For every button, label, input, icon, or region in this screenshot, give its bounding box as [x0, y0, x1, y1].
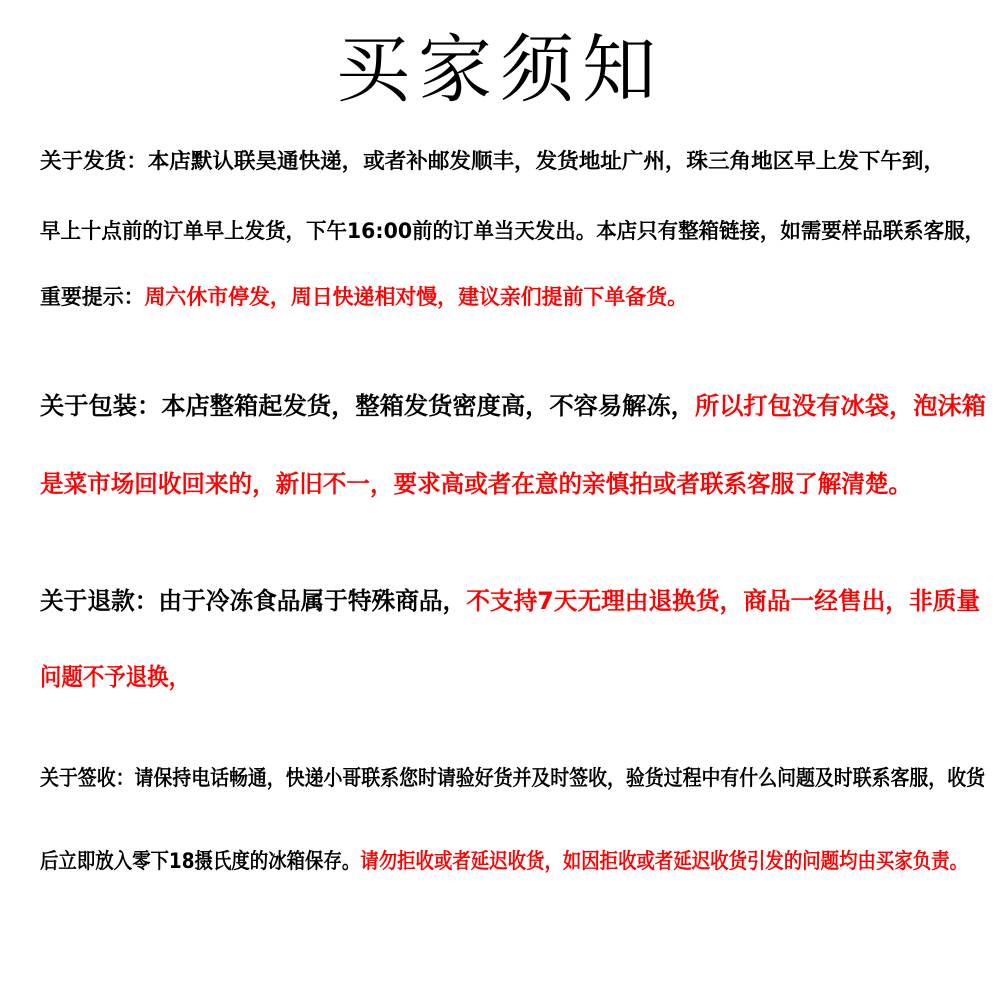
- refund-text: 关于退款：由于冷冻食品属于特殊商品，: [40, 587, 467, 615]
- receipt-line-1: [40, 763, 985, 793]
- receipt-line-2: [40, 846, 968, 876]
- shipping-text: 早上十点前的订单早上发货，下午16:00前的订单当天发出。本店只有整箱链接，如需要样品联系客服，: [40, 219, 985, 243]
- receipt-text: 后立即放入零下18摄氏度的冰箱保存。: [40, 849, 361, 873]
- notice-label: 重要提示：: [40, 285, 145, 309]
- refund-line-1: [40, 584, 980, 618]
- packaging-highlight: 所以打包没有冰袋，泡沫箱: [694, 392, 986, 420]
- shipping-line-2: [40, 216, 985, 246]
- page-title: 买家须知: [336, 27, 664, 113]
- refund-highlight: 不支持7天无理由退换货，商品一经售出，非质量: [466, 587, 980, 615]
- packaging-line-1: [40, 389, 986, 423]
- shipping-text: 关于发货：本店默认联昊通快递，或者补邮发顺丰，发货地址广州，珠三角地区早上发下午到，: [40, 149, 946, 173]
- packaging-line-2: [40, 467, 912, 501]
- shipping-line-1: [40, 146, 945, 176]
- packaging-text: 关于包装：本店整箱起发货，整箱发货密度高，不容易解冻，: [40, 392, 695, 420]
- receipt-text: 关于签收：请保持电话畅通，快递小哥联系您时请验好货并及时签收，验货过程中有什么问题及时联系客服，收货: [40, 766, 985, 790]
- receipt-highlight: 请勿拒收或者延迟收货，如因拒收或者延迟收货引发的问题均由买家负责。: [360, 849, 968, 873]
- notice-highlight: 周六休市停发，周日快递相对慢，建议亲们提前下单备货。: [144, 285, 689, 309]
- refund-highlight: 问题不予退换，: [40, 663, 190, 691]
- packaging-highlight: 是菜市场回收回来的，新旧不一，要求高或者在意的亲慎拍或者联系客服了解清楚。: [40, 470, 912, 498]
- shipping-notice-line: [40, 282, 688, 312]
- refund-line-2: [40, 660, 190, 694]
